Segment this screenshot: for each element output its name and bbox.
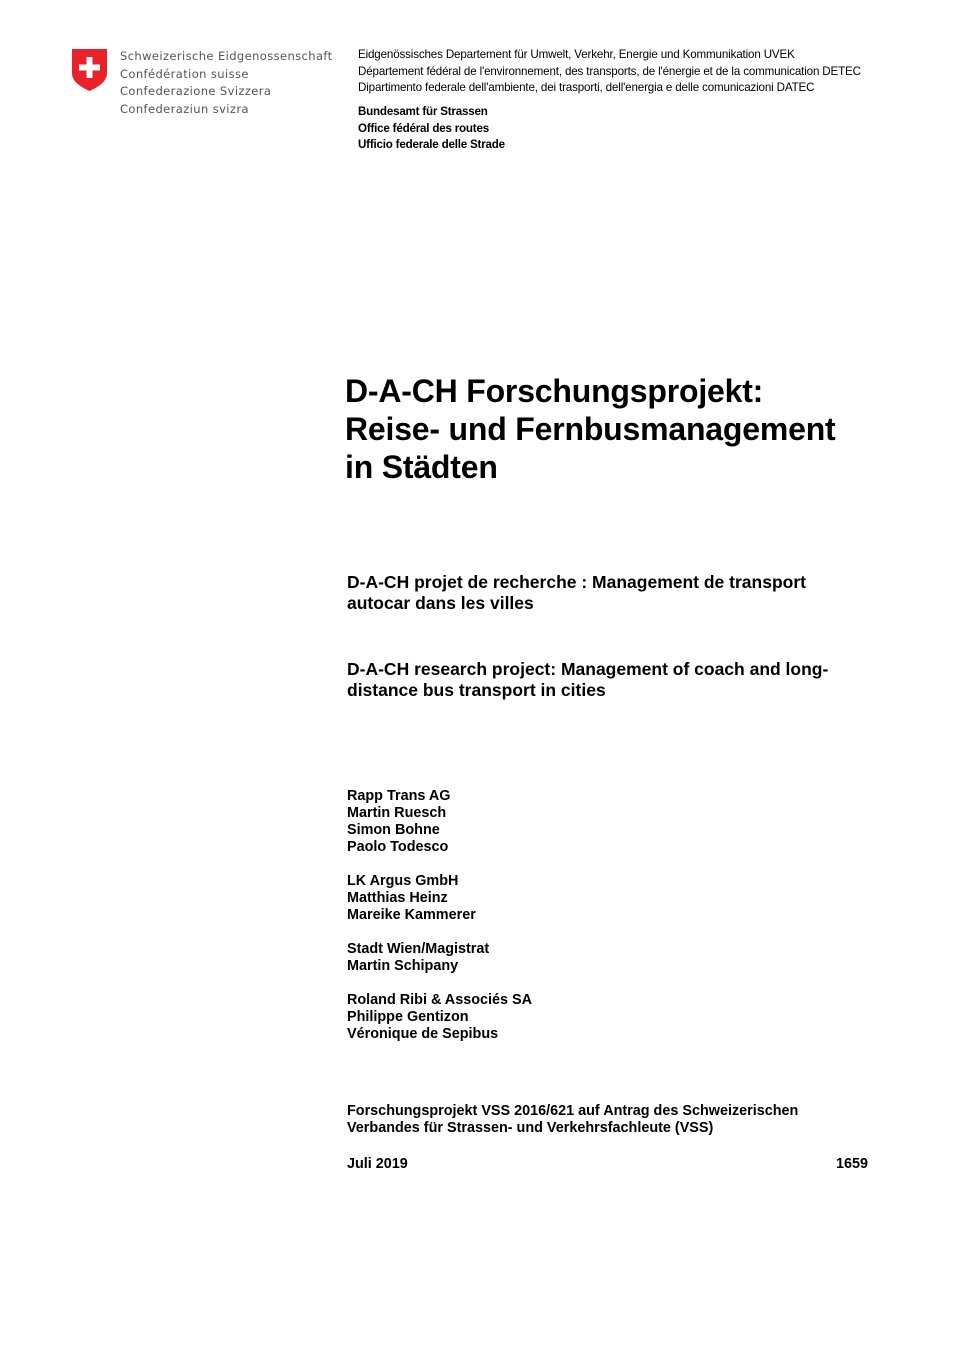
- subtitle-french-line: D-A-CH projet de recherche : Management de transport: [347, 572, 806, 592]
- report-number: 1659: [836, 1156, 869, 1172]
- office-names: [358, 104, 505, 154]
- author-name: Paolo Todesco: [347, 839, 449, 855]
- department-name-fr: Département fédéral de l'environnement, des transports, de l'énergie et de la communication DETEC: [358, 64, 861, 78]
- author-group-lk-argus: [347, 873, 532, 924]
- report-title-line: Reise- und Fernbusmanagement: [345, 411, 836, 447]
- author-group-rapp: [347, 788, 532, 856]
- department-names: [358, 47, 918, 97]
- subtitle-english-line: D-A-CH research project: Management of coach and long-: [347, 659, 829, 679]
- author-name: Matthias Heinz: [347, 890, 448, 906]
- confederation-name-de: Schweizerische Eidgenossenschaft: [120, 49, 333, 63]
- office-name-fr: Office fédéral des routes: [358, 121, 489, 135]
- author-name: Mareike Kammerer: [347, 907, 476, 923]
- subtitle-french: [347, 572, 806, 614]
- report-title-line: D-A-CH Forschungsprojekt:: [345, 373, 764, 409]
- subtitle-english-line: distance bus transport in cities: [347, 680, 606, 700]
- swiss-shield-icon: [72, 49, 107, 91]
- swiss-confederation-logo: [72, 46, 342, 126]
- funding-note-line: Verbandes für Strassen- und Verkehrsfachleute (VSS): [347, 1120, 714, 1136]
- confederation-name-fr: Confédération suisse: [120, 66, 249, 81]
- office-name-it: Ufficio federale delle Strade: [358, 138, 505, 151]
- author-name: Philippe Gentizon: [347, 1009, 469, 1025]
- report-title: [345, 372, 836, 486]
- author-organization: LK Argus GmbH: [347, 873, 459, 889]
- author-list: [347, 788, 532, 1060]
- author-organization: Stadt Wien/Magistrat: [347, 941, 490, 957]
- publication-date: Juli 2019: [347, 1156, 408, 1172]
- subtitle-english: [347, 659, 828, 701]
- funding-note-line: Forschungsprojekt VSS 2016/621 auf Antrag des Schweizerischen: [347, 1103, 799, 1119]
- subtitle-french-line: autocar dans les villes: [347, 593, 534, 613]
- confederation-names: [120, 48, 333, 118]
- author-name: Martin Ruesch: [347, 805, 447, 821]
- author-group-stadt-wien: [347, 941, 532, 975]
- department-name-it: Dipartimento federale dell'ambiente, dei trasporti, dell'energia e delle comunicazioni DATEC: [358, 81, 815, 94]
- confederation-name-it: Confederazione Svizzera: [120, 84, 272, 98]
- author-name: Véronique de Sepibus: [347, 1026, 499, 1042]
- office-name-de: Bundesamt für Strassen: [358, 105, 488, 118]
- confederation-name-rm: Confederaziun svizra: [120, 101, 249, 116]
- author-name: Simon Bohne: [347, 822, 440, 838]
- funding-note: [347, 1103, 798, 1137]
- author-group-roland-ribi: [347, 992, 532, 1043]
- report-title-line: in Städten: [345, 449, 498, 485]
- author-organization: Rapp Trans AG: [347, 788, 451, 804]
- author-name: Martin Schipany: [347, 958, 459, 974]
- author-organization: Roland Ribi & Associés SA: [347, 992, 532, 1008]
- department-name-de: Eidgenössisches Departement für Umwelt, Verkehr, Energie und Kommunikation UVEK: [358, 48, 795, 61]
